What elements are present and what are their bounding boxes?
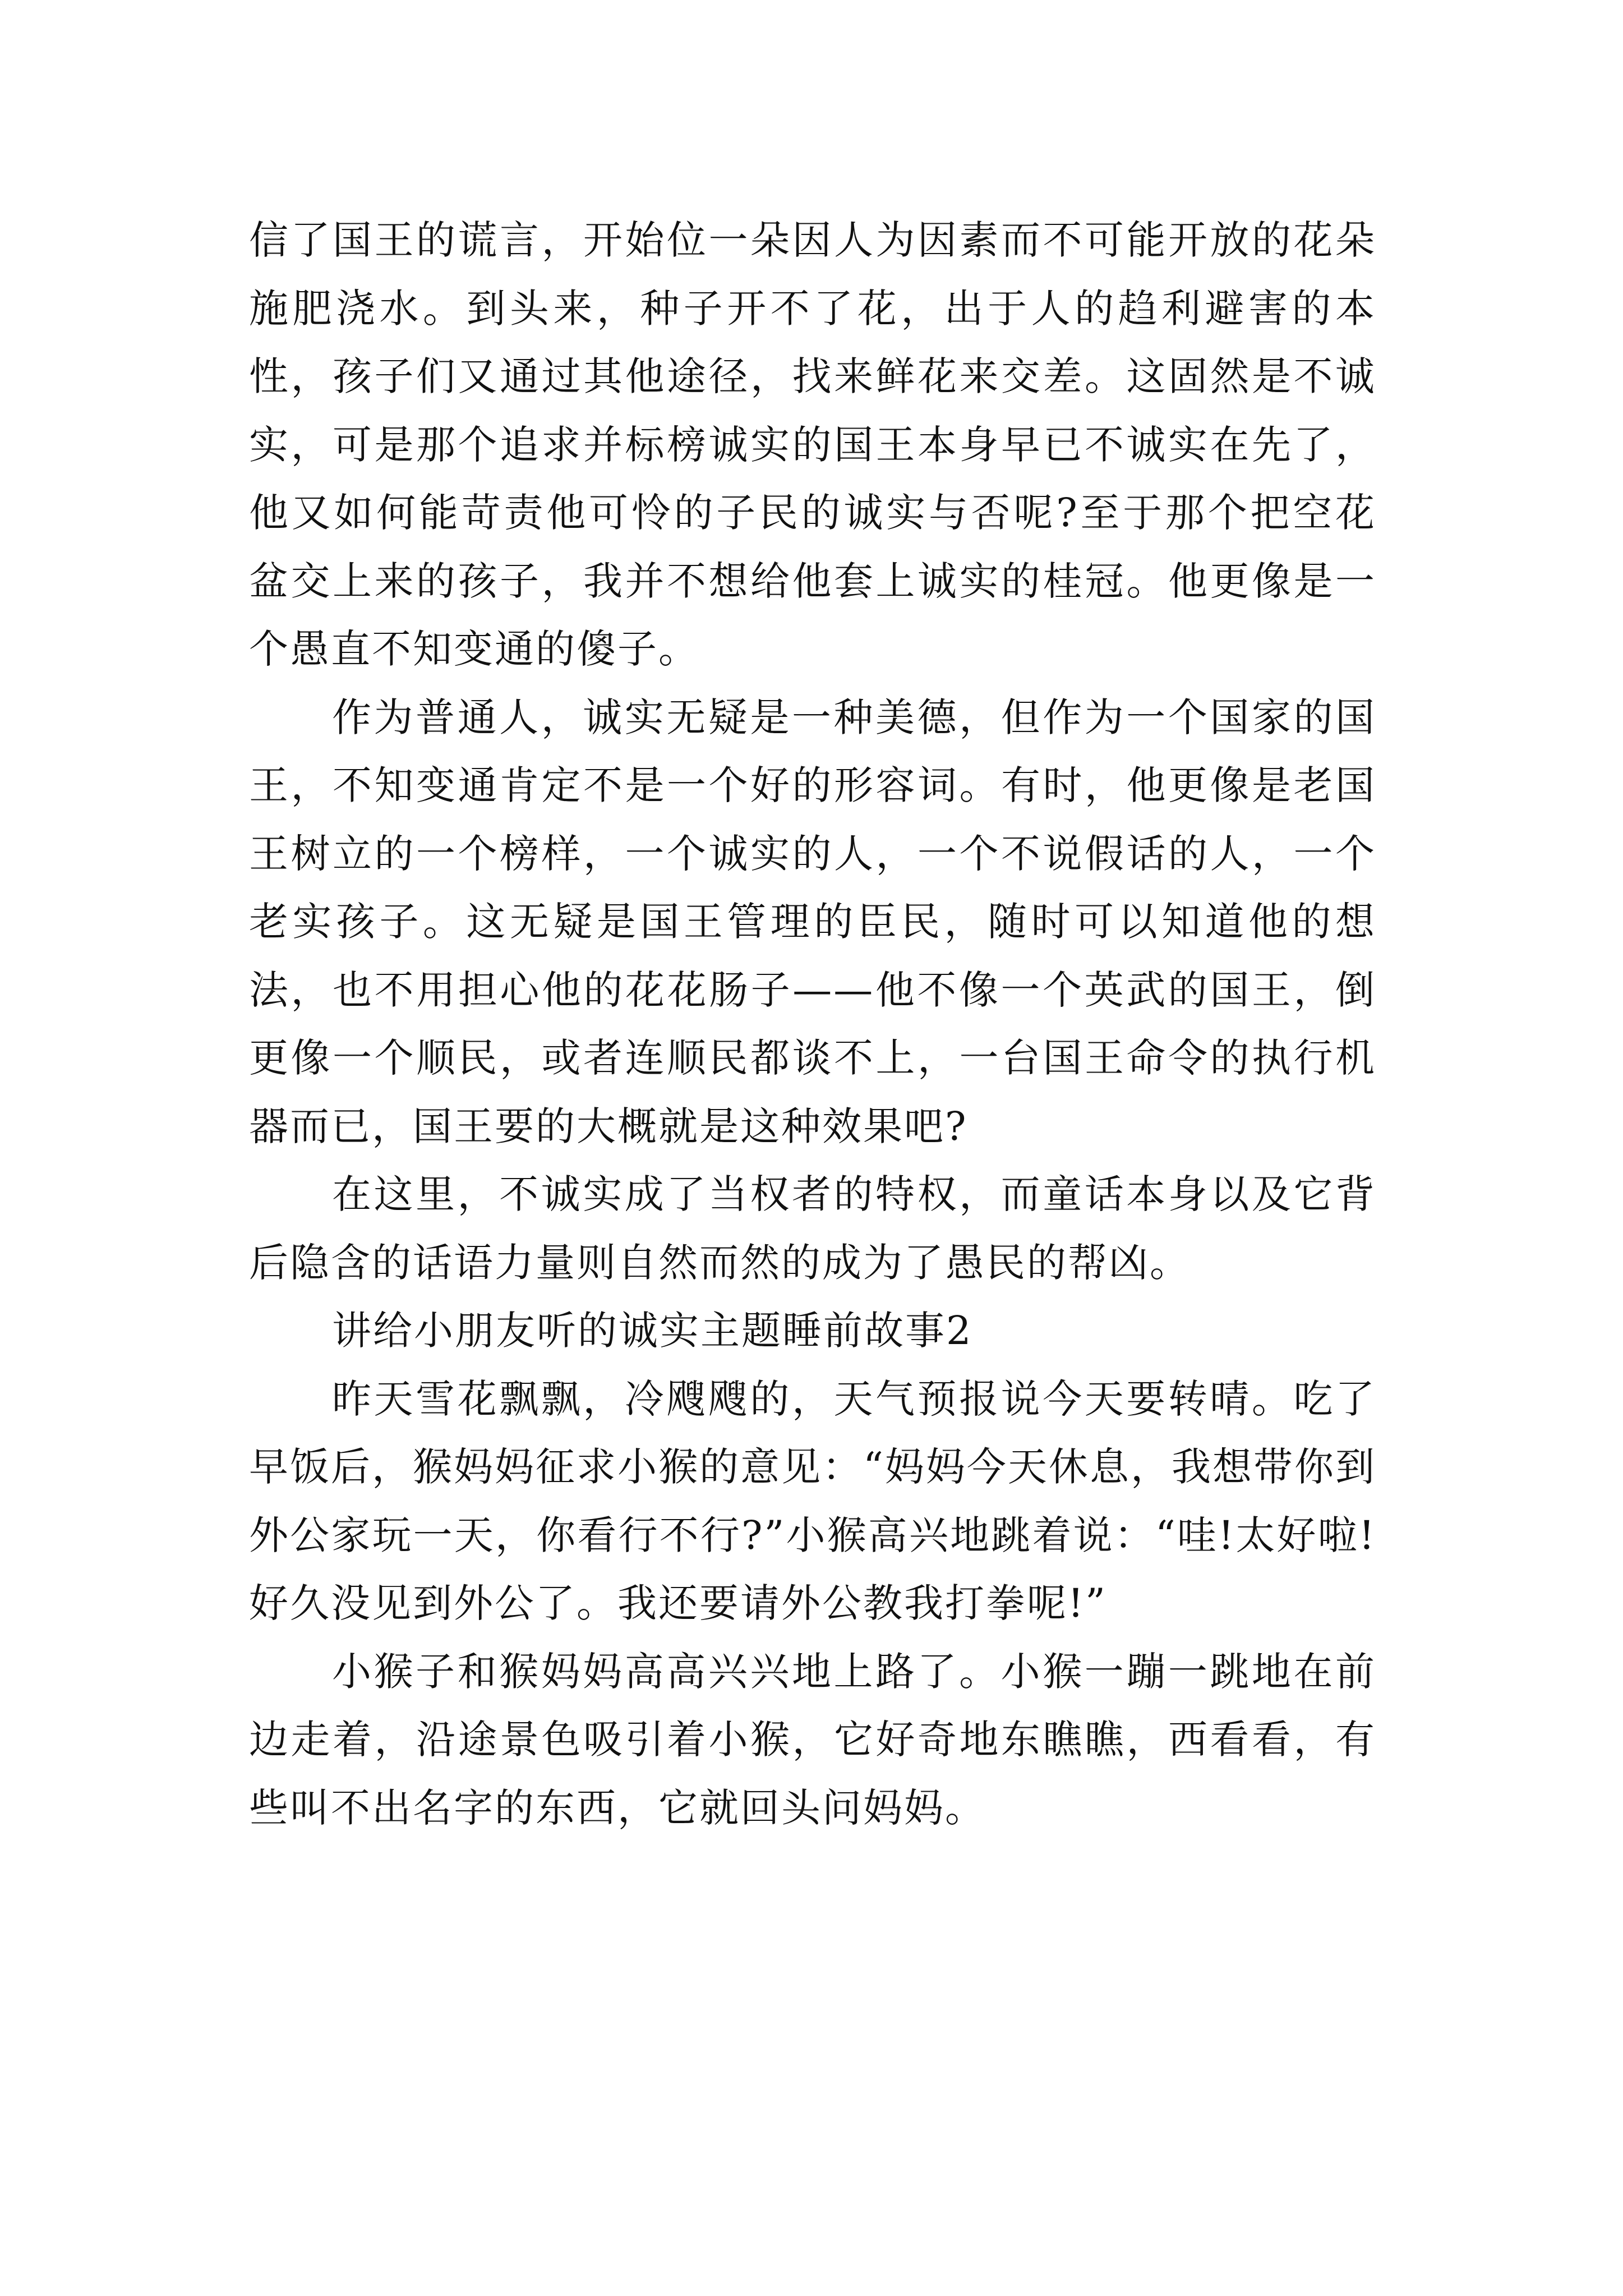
paragraph-continued: 信了国王的谎言，开始位一朵因人为因素而不可能开放的花朵施肥浇水。到头来，种子开不了花，出于人的趋利避害的本性，孩子们又通过其他途径，找来鲜花来交差。这固然是不诚实，可是那个追求并标榜诚实的国王本身早已不诚实在先了，他又如何能苛责他可怜的子民的诚实与否呢?至于那个把空花盆交上来的孩子，我并不想给他套上诚实的桂冠。他更像是一个愚直不知变通的傻子。 bbox=[249, 217, 1376, 672]
paragraph-snow-day: 昨天雪花飘飘，冷飕飕的，天气预报说今天要转晴。吃了早饭后，猴妈妈征求小猴的意见：“妈妈今天休息，我想带你到外公家玩一天，你看行不行?”小猴高兴地跳着说：“哇!太好啦!好久没见到外公了。我还要请外公教我打拳呢!” bbox=[249, 1375, 1376, 1626]
story-heading: 讲给小朋友听的诚实主题睡前故事2 bbox=[332, 1308, 973, 1354]
body-text bbox=[249, 206, 1376, 1842]
paragraph-on-the-road: 小猴子和猴妈妈高高兴兴地上路了。小猴一蹦一跳地在前边走着，沿途景色吸引着小猴，它好奇地东瞧瞧，西看看，有些叫不出名字的东西，它就回头问妈妈。 bbox=[249, 1648, 1376, 1831]
paragraph-honesty-virtue: 作为普通人，诚实无疑是一种美德，但作为一个国家的国王，不知变通肯定不是一个好的形容词。有时，他更像是老国王树立的一个榜样，一个诚实的人，一个不说假话的人，一个老实孩子。这无疑是国王管理的臣民，随时可以知道他的想法，也不用担心他的花花肠子——他不像一个英武的国王，倒更像一个顺民，或者连顺民都谈不上，一台国王命令的执行机器而已，国王要的大概就是这种效果吧? bbox=[249, 694, 1376, 1149]
paragraph-privilege: 在这里，不诚实成了当权者的特权，而童话本身以及它背后隐含的话语力量则自然而然的成为了愚民的帮凶。 bbox=[249, 1171, 1376, 1286]
